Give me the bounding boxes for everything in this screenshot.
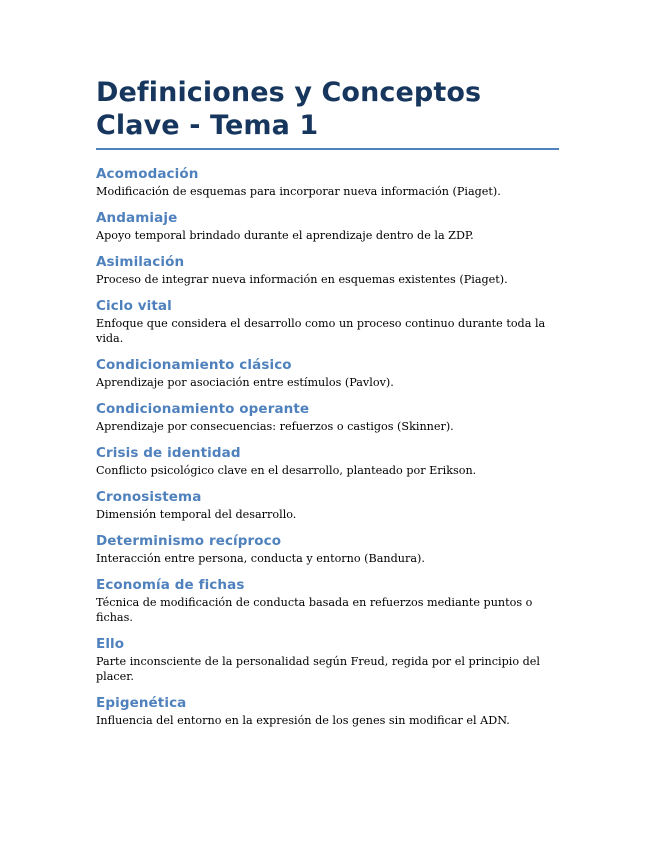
term-definition: Proceso de integrar nueva información en esquemas existentes (Piaget). [96, 273, 508, 286]
glossary-entry [96, 210, 559, 243]
term-heading: Condicionamiento clásico [96, 357, 292, 373]
glossary-entry [96, 254, 559, 287]
term-definition: Aprendizaje por consecuencias: refuerzos o castigos (Skinner). [96, 420, 454, 433]
glossary-entry [96, 357, 559, 390]
glossary-entry [96, 401, 559, 434]
term-heading: Andamiaje [96, 210, 178, 226]
term-heading: Economía de fichas [96, 577, 245, 593]
term-heading: Ciclo vital [96, 298, 172, 314]
term-definition: Modificación de esquemas para incorporar nueva información (Piaget). [96, 185, 501, 198]
glossary-entry [96, 166, 559, 199]
term-definition: Apoyo temporal brindado durante el aprendizaje dentro de la ZDP. [96, 229, 474, 242]
term-heading: Determinismo recíproco [96, 533, 282, 549]
page-title: Definiciones y Conceptos Clave - Tema 1 [96, 76, 559, 150]
document-page [96, 76, 559, 739]
glossary-list [96, 166, 559, 728]
term-definition: Parte inconsciente de la personalidad según Freud, regida por el principio del placer. [96, 655, 540, 683]
glossary-entry [96, 636, 559, 684]
term-definition: Dimensión temporal del desarrollo. [96, 508, 297, 521]
term-definition: Técnica de modificación de conducta basada en refuerzos mediante puntos o fichas. [96, 596, 533, 624]
term-heading: Asimilación [96, 254, 185, 270]
term-definition: Interacción entre persona, conducta y entorno (Bandura). [96, 552, 425, 565]
glossary-entry [96, 695, 559, 728]
term-heading: Cronosistema [96, 489, 202, 505]
glossary-entry [96, 533, 559, 566]
term-heading: Crisis de identidad [96, 445, 241, 461]
term-definition: Enfoque que considera el desarrollo como un proceso continuo durante toda la vida. [96, 317, 546, 345]
term-heading: Acomodación [96, 166, 199, 182]
term-definition: Influencia del entorno en la expresión de los genes sin modificar el ADN. [96, 714, 510, 727]
term-definition: Conflicto psicológico clave en el desarrollo, planteado por Erikson. [96, 464, 477, 477]
term-heading: Condicionamiento operante [96, 401, 310, 417]
glossary-entry [96, 445, 559, 478]
glossary-entry [96, 577, 559, 625]
term-heading: Epigenética [96, 695, 187, 711]
term-definition: Aprendizaje por asociación entre estímulos (Pavlov). [96, 376, 394, 389]
glossary-entry [96, 489, 559, 522]
glossary-entry [96, 298, 559, 346]
term-heading: Ello [96, 636, 125, 652]
